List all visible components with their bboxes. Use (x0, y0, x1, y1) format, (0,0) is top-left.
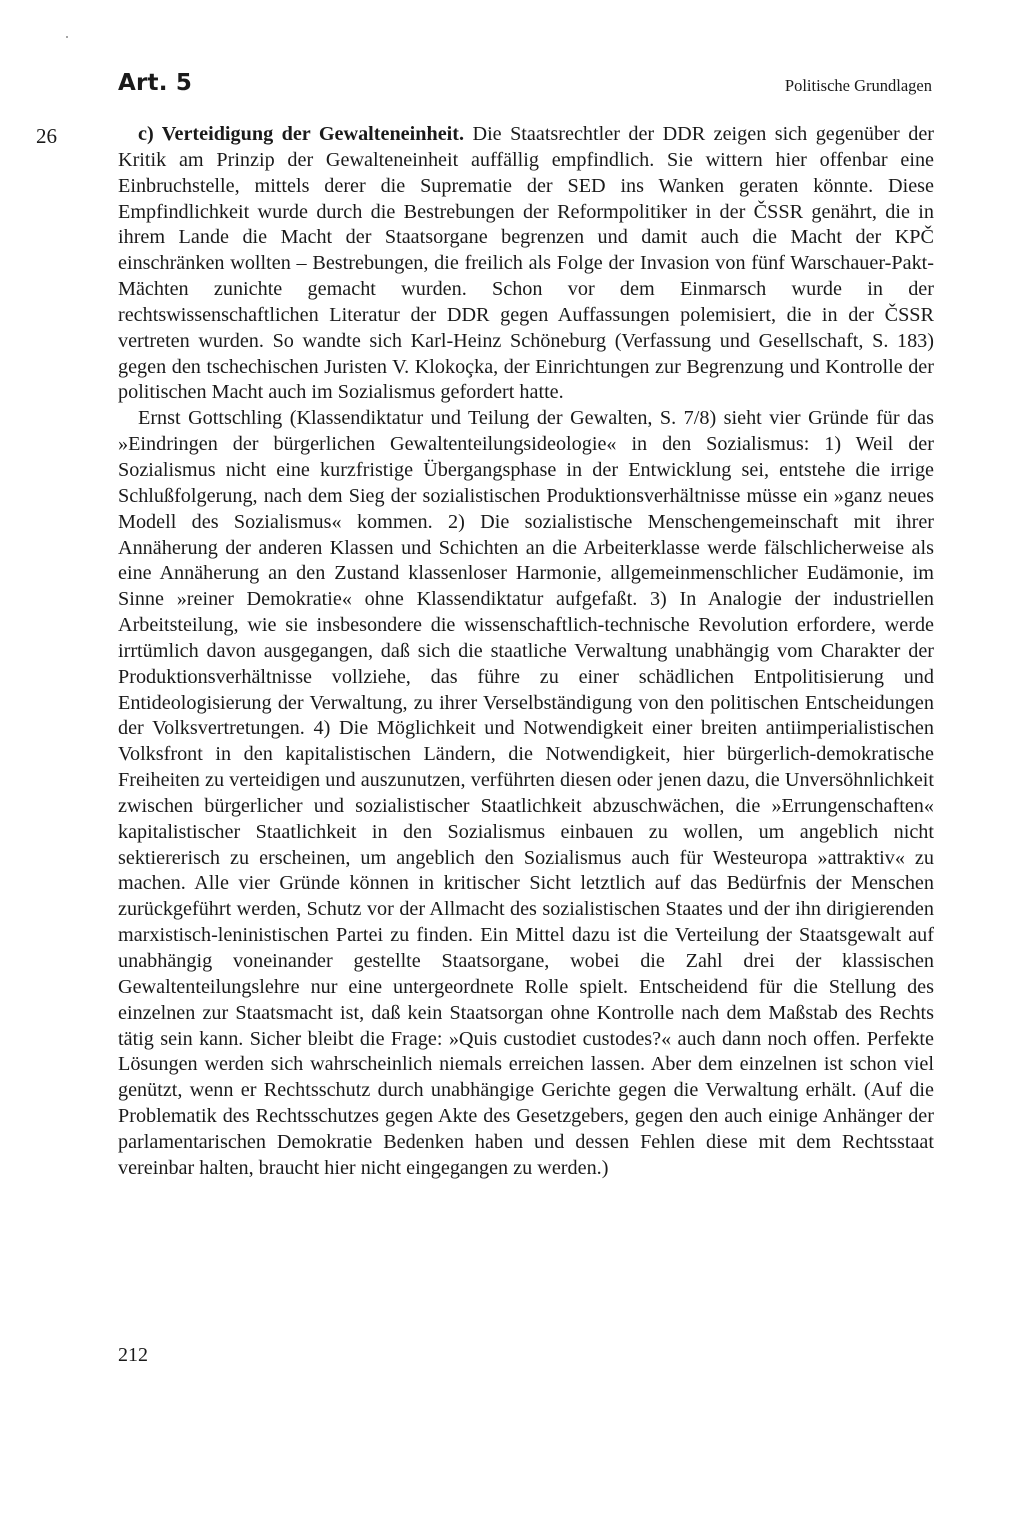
paragraph-1 (118, 122, 934, 406)
section-heading: c) Verteidigung der Gewalteneinheit. (138, 123, 465, 145)
page-number: 212 (118, 1344, 148, 1366)
article-heading: Art. 5 (118, 70, 193, 96)
scan-speck (66, 36, 68, 38)
running-header: Politische Grundlagen (784, 76, 932, 95)
paragraph-2: Ernst Gottschling (Klassendiktatur und Teilung der Gewalten, S. 7/8) sieht vier Gründe für das »Eindringen der bürgerlichen Gewaltenteilungsideologie« in den Sozialismus: 1) Weil der Sozialismus nicht eine kurzfristige Übergangsphase in der Entwicklung sei, entstehe die irrige Schlußfolgerung, nach dem Sieg der sozialistischen Produktionsverhältnisse müsse ein »ganz neues Modell des Sozialismus« kommen. 2) Die sozialistische Menschengemeinschaft mit ihrer Annäherung der anderen Klassen und Schichten an die Arbeiterklasse werde fälschlicherweise als eine Annäherung an den Zustand klassenloser Harmonie, allgemeinmenschlicher Eudämonie, im Sinne »reiner Demokratie« ohne Klassendiktatur aufgefaßt. 3) In Analogie der industriellen Arbeitsteilung, wie sie insbesondere die wissenschaftlich-technische Revolution erfordere, werde irrtümlich davon ausgegangen, daß sich die staatliche Verwaltung unabhängig vom Charakter der Produktionsverhältnisse vollziehe, das führe zu einer schädlichen Entpolitisierung und Entideologisierung der Verwaltung, zu ihrer Verselbständigung von den politischen Entscheidungen der Volksvertretungen. 4) Die Möglichkeit und Notwendigkeit einer breiten antiimperialistischen Volksfront in den kapitalistischen Ländern, die Notwendigkeit, hier bürgerlich-demokratische Freiheiten zu verteidigen und auszunutzen, verführten diesen oder jenen dazu, die Unversöhnlichkeit zwischen bürgerlicher und sozialistischer Staatlichkeit abzuschwächen, die »Errungenschaften« kapitalistischer Staatlichkeit in den Sozialismus einbauen zu wollen, um angeblich nicht sektiererisch zu erscheinen, um angeblich den Sozialismus auch für Westeuropa »attraktiv« zu machen. Alle vier Gründe können in kritischer Sicht letztlich auf das Bedürfnis der Menschen zurückgeführt werden, Schutz vor der Allmacht des sozialistischen Staates und der ihn dirigierenden marxistisch-leninistischen Partei zu finden. Ein Mittel dazu ist die Verteilung der Staatsgewalt auf unabhängig voneinander gestellte Staatsorgane, wobei die Zahl drei der klassischen Gewaltenteilungslehre nur eine untergeordnete Rolle spielt. Entscheidend für die Stellung des einzelnen zur Staatsmacht ist, daß kein Staatsorgan ohne Kontrolle nach dem Maßstab des Rechts tätig sein kann. Sicher bleibt die Frage: »Quis custodiet custodes?« auch dann noch offen. Perfekte Lösungen werden sich wahrscheinlich niemals erreichen lassen. Aber dem einzelnen ist schon viel genützt, wenn er Rechtsschutz durch unabhängige Gerichte gegen die Verwaltung erhält. (Auf die Problematik des Rechtsschutzes gegen Akte des Gesetzgebers, gegen den auch einige Anhänger der parlamentarischen Demokratie Bedenken haben und dessen Fehlen diese mit dem Rechtsstaat vereinbar halten, braucht hier nicht eingegangen zu werden.) (118, 407, 934, 1179)
body-text (118, 122, 934, 1182)
paragraph-1-text: Die Staatsrechtler der DDR zeigen sich gegenüber der Kritik am Prinzip der Gewalteneinheit auffällig empfindlich. Sie wittern hier offenbar eine Einbruchstelle, mittels derer die Suprematie der SED ins Wanken geraten könnte. Diese Empfindlichkeit wurde durch die Bestrebungen der Reformpolitiker in der ČSSR genährt, die in ihrem Lande die Macht der Staatsorgane begrenzen und damit auch die Macht der KPČ einschränken wollten – Bestrebungen, die freilich als Folge der Invasion von fünf Warschauer-Pakt-Mächten zunichte gemacht wurden. Schon vor dem Einmarsch wurde in der rechtswissenschaftlichen Literatur der DDR gegen Auffassungen polemisiert, die in der ČSSR vertreten wurden. So wandte sich Karl-Heinz Schöneburg (Verfassung und Gesellschaft, S. 183) gegen den tschechischen Juristen V. Klokoçka, der Einrichtungen zur Begrenzung und Kontrolle der politischen Macht auch im Sozialismus gefordert hatte. (118, 123, 934, 404)
margin-number: 26 (36, 124, 57, 148)
